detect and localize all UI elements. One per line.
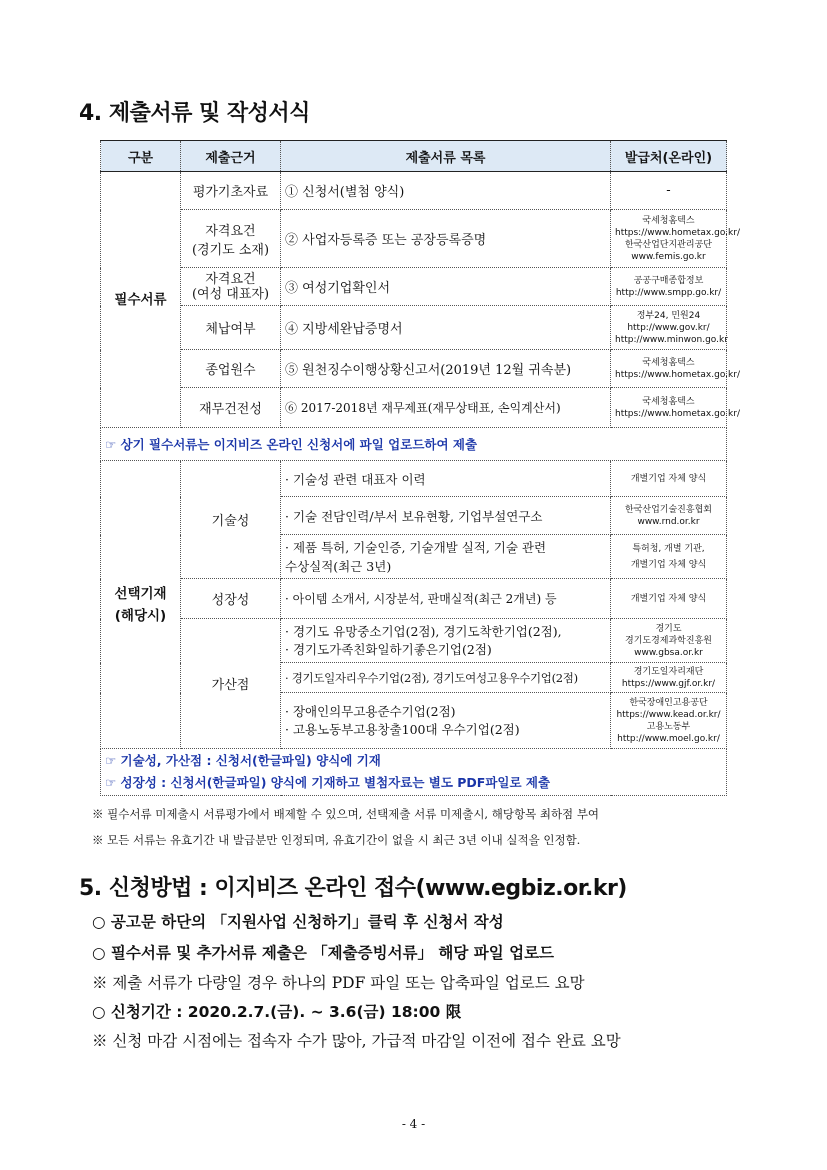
basis-cell: 재무건전성 (181, 388, 281, 428)
footnote-2: ※ 모든 서류는 유효기간 내 발급분만 인정되며, 유효기간이 없을 시 최근 3년 이내 실적을 인정함. (92, 833, 581, 847)
table-header-row (101, 141, 727, 172)
issuer-cell: 개별기업 자체 양식 (611, 579, 727, 619)
document-cell: · 아이템 소개서, 시장분석, 판매실적(최근 2개년) 등 (281, 579, 611, 619)
document-cell: ③ 여성기업확인서 (281, 268, 611, 306)
document-cell: · 기술성 관련 대표자 이력 (281, 461, 611, 497)
issuer-cell: 정부24, 민원24 http://www.gov.kr/ http://www.minwon.go.kr (611, 306, 727, 350)
document-cell: · 경기도일자리우수기업(2점), 경기도여성고용우수기업(2점) (281, 663, 611, 693)
document-cell: ② 사업자등록증 또는 공장등록증명 (281, 210, 611, 268)
documents-table (100, 140, 740, 796)
table-note-row (101, 749, 727, 796)
header-issuer: 발급처(온라인) (611, 141, 727, 172)
apply-note-1: ※ 제출 서류가 다량일 경우 하나의 PDF 파일 또는 압축파일 업로드 요망 (92, 974, 585, 992)
table-row (101, 579, 727, 619)
apply-step-1: ○ 공고문 하단의 「지원사업 신청하기」클릭 후 신청서 작성 (92, 913, 504, 931)
apply-step-2: ○ 필수서류 및 추가서류 제출은 「제출증빙서류」 해당 파일 업로드 (92, 944, 555, 962)
section-4-title: 4. 제출서류 및 작성서식 (79, 101, 310, 126)
document-cell: · 장애인의무고용준수기업(2점) · 고용노동부고용창출100대 우수기업(2점) (281, 693, 611, 749)
document-cell: ④ 지방세완납증명서 (281, 306, 611, 350)
table-row (101, 172, 727, 210)
section-5-title: 5. 신청방법 : 이지비즈 온라인 접수(www.egbiz.or.kr) (79, 876, 627, 901)
issuer-cell: 공공구매종합정보 http://www.smpp.go.kr/ (611, 268, 727, 306)
issuer-cell: 경기도 경기도경제과학진흥원 www.gbsa.or.kr (611, 619, 727, 663)
document-cell: · 경기도 유망중소기업(2점), 경기도착한기업(2점), · 경기도가족친화일하기좋은기업(2점) (281, 619, 611, 663)
basis-cell: 종업원수 (181, 350, 281, 388)
document-cell: · 기술 전담인력/부서 보유현황, 기업부설연구소 (281, 497, 611, 535)
document-cell: ① 신청서(별첨 양식) (281, 172, 611, 210)
basis-cell: 체납여부 (181, 306, 281, 350)
page-number: - 4 - (401, 1117, 426, 1131)
issuer-cell: 경기도일자리재단 https://www.gjf.or.kr/ (611, 663, 727, 693)
table-row (101, 461, 727, 497)
issuer-cell: 한국산업기술진흥협회 www.rnd.or.kr (611, 497, 727, 535)
basis-cell: 자격요건 (경기도 소재) (181, 210, 281, 268)
header-basis: 제출근거 (181, 141, 281, 172)
basis-cell: 자격요건 (여성 대표자) (181, 268, 281, 306)
optional-docs-label: 선택기재 (해당시) (101, 461, 181, 749)
issuer-cell: 개별기업 자체 양식 (611, 461, 727, 497)
apply-note-2: ※ 신청 마감 시점에는 접속자 수가 많아, 가급적 마감일 이전에 접수 완료 요망 (92, 1032, 621, 1050)
issuer-cell: 국세청홈텍스 https://www.hometax.go.kr/ (611, 388, 727, 428)
document-cell: ⑤ 원천징수이행상황신고서(2019년 12월 귀속분) (281, 350, 611, 388)
basis-cell: 평가기초자료 (181, 172, 281, 210)
table-row (101, 268, 727, 306)
basis-cell: 기술성 (181, 461, 281, 579)
issuer-cell: 국세청홈텍스 https://www.hometax.go.kr/ (611, 350, 727, 388)
table-row (101, 350, 727, 388)
header-document-list: 제출서류 목록 (281, 141, 611, 172)
document-cell: ⑥ 2017-2018년 재무제표(재무상태표, 손익계산서) (281, 388, 611, 428)
footnote-1: ※ 필수서류 미제출시 서류평가에서 배제할 수 있으며, 선택제출 서류 미제출시, 해당항목 최하점 부여 (92, 807, 600, 821)
required-docs-note: ☞ 상기 필수서류는 이지비즈 온라인 신청서에 파일 업로드하여 제출 (101, 428, 727, 461)
apply-period: ○ 신청기간 : 2020.2.7.(금). ~ 3.6(금) 18:00 限 (92, 1003, 462, 1021)
table-note-row (101, 428, 727, 461)
table-row (101, 619, 727, 663)
optional-docs-note-1: ☞ 기술성, 가산점 : 신청서(한글파일) 양식에 기재 (105, 753, 381, 768)
document-cell: · 제품 특허, 기술인증, 기술개발 실적, 기술 관련 수상실적(최근 3년) (281, 535, 611, 579)
required-docs-label: 필수서류 (101, 172, 181, 428)
issuer-cell: 특허청, 개별 기관, 개별기업 자체 양식 (611, 535, 727, 579)
header-category: 구분 (101, 141, 181, 172)
issuer-cell: 한국장애인고용공단 https://www.kead.or.kr/ 고용노동부 http://www.moel.go.kr/ (611, 693, 727, 749)
table-row (101, 388, 727, 428)
basis-cell: 성장성 (181, 579, 281, 619)
issuer-cell: 국세청홈텍스 https://www.hometax.go.kr/ 한국산업단지관리공단 www.femis.go.kr (611, 210, 727, 268)
optional-docs-note-2: ☞ 성장성 : 신청서(한글파일) 양식에 기재하고 별첨자료는 별도 PDF파일로 제출 (105, 775, 551, 790)
table-row (101, 306, 727, 350)
table-row (101, 210, 727, 268)
basis-cell: 가산점 (181, 619, 281, 749)
issuer-cell: - (611, 172, 727, 210)
